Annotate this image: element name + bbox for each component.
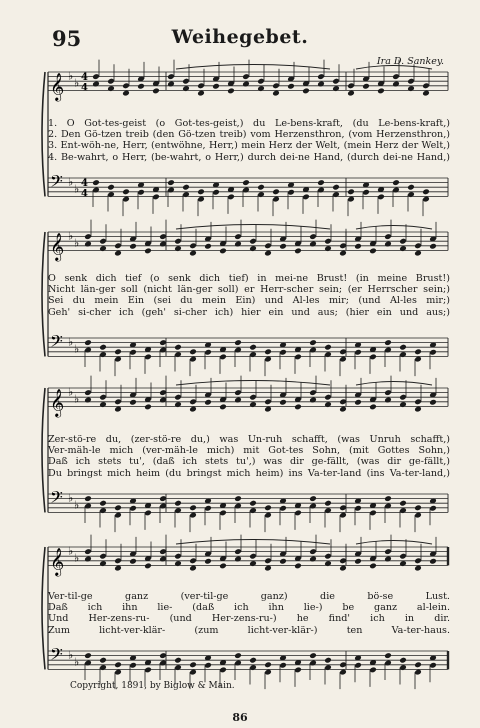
note-head xyxy=(414,565,422,572)
composer-credit: Ira D. Sankey. xyxy=(376,56,444,67)
note-head xyxy=(107,184,115,191)
flat-icon: ♭ xyxy=(68,335,74,349)
note-head xyxy=(212,83,220,90)
note-head xyxy=(399,344,407,351)
note-head xyxy=(317,179,325,186)
lyric-line: Zer-stö-re du, (zer-stö-re du,) was Un-ruh schafft, (was Unruh schafft,) xyxy=(48,434,450,445)
note-head xyxy=(332,85,340,92)
lyric-line: 4. Be-wahrt, o Herr, (be-wahrt, o Herr,) durch dei-ne Hand, (durch dei-ne Hand,) xyxy=(48,151,450,163)
flat-icon: ♭ xyxy=(68,385,74,399)
note-head xyxy=(339,250,347,257)
note-head xyxy=(84,397,92,404)
note-head xyxy=(294,248,302,255)
note-head xyxy=(249,657,257,664)
page-number: 86 xyxy=(232,711,248,724)
slur xyxy=(356,382,432,386)
slur xyxy=(356,66,432,70)
note-head xyxy=(234,556,242,563)
note-head xyxy=(429,399,437,406)
note-head xyxy=(264,348,272,355)
note-head xyxy=(227,88,235,95)
note-head xyxy=(99,500,107,507)
note-head xyxy=(182,184,190,191)
note-head xyxy=(174,657,182,664)
note-head xyxy=(144,404,152,411)
note-head xyxy=(264,661,272,668)
note-head xyxy=(114,250,122,257)
system-brace xyxy=(42,72,45,196)
note-head xyxy=(204,399,212,406)
note-head xyxy=(279,399,287,406)
note-head xyxy=(429,243,437,250)
treble-clef-icon: 𝄞 xyxy=(50,547,65,576)
lyrics-block-1 xyxy=(48,118,450,163)
treble-clef-icon: 𝄞 xyxy=(50,388,65,417)
note-head xyxy=(279,558,287,565)
copyright-notice: Copyright, 1891, by Biglow & Main. xyxy=(70,681,235,691)
note-head xyxy=(384,556,392,563)
note-head xyxy=(309,556,317,563)
note-head xyxy=(204,243,212,250)
note-head xyxy=(347,90,355,97)
note-head xyxy=(339,406,347,413)
note-head xyxy=(309,495,317,502)
note-head xyxy=(309,652,317,659)
note-head xyxy=(197,90,205,97)
note-head xyxy=(152,88,160,95)
note-head xyxy=(414,250,422,257)
note-head xyxy=(174,245,182,252)
note-head xyxy=(399,500,407,507)
flat-icon: ♭ xyxy=(74,551,80,565)
note-head xyxy=(174,560,182,567)
note-head xyxy=(369,248,377,255)
note-head xyxy=(174,500,182,507)
note-head xyxy=(324,560,332,567)
flat-icon: ♭ xyxy=(74,498,80,512)
slur xyxy=(356,541,432,545)
note-head xyxy=(354,399,362,406)
note-head xyxy=(257,184,265,191)
note-head xyxy=(189,406,197,413)
note-head xyxy=(354,243,362,250)
flat-icon: ♭ xyxy=(74,392,80,406)
note-head xyxy=(129,243,137,250)
note-head xyxy=(249,344,257,351)
note-head xyxy=(309,339,317,346)
note-head xyxy=(407,85,415,92)
note-head xyxy=(414,406,422,413)
note-head xyxy=(189,504,197,511)
note-head xyxy=(174,344,182,351)
bass-clef-icon: 𝄢 xyxy=(50,487,63,512)
flat-icon: ♭ xyxy=(74,655,80,669)
slur xyxy=(356,226,432,230)
note-head xyxy=(129,399,137,406)
lyric-line: O senk dich tief (o senk dich tief) in mei-ne Brust! (in meine Brust!) xyxy=(48,273,450,284)
note-head xyxy=(122,90,130,97)
flat-icon: ♭ xyxy=(68,69,74,83)
note-head xyxy=(249,560,257,567)
lyric-line: Ver-til-ge ganz (ver-til-ge ganz) die bö-se Lust. xyxy=(48,591,450,602)
note-head xyxy=(369,563,377,570)
bass-clef-icon: 𝄢 xyxy=(50,644,63,669)
note-head xyxy=(99,560,107,567)
hymn-title: Weihegebet. xyxy=(171,26,309,48)
note-head xyxy=(189,661,197,668)
note-head xyxy=(99,657,107,664)
lyric-line: Daß ich ihn lie- (daß ich ihn lie-) be ganz al-lein. xyxy=(48,602,450,614)
note-head xyxy=(399,245,407,252)
note-head xyxy=(137,83,145,90)
note-head xyxy=(422,90,430,97)
lyric-line: Daß ich stets tu', (daß ich stets tu',) was dir ge-fällt, (was dir ge-fällt,) xyxy=(48,456,450,468)
flat-icon: ♭ xyxy=(68,175,74,189)
note-head xyxy=(407,184,415,191)
flat-icon: ♭ xyxy=(74,76,80,90)
note-head xyxy=(279,243,287,250)
note-head xyxy=(249,401,257,408)
lyrics-block-3 xyxy=(48,434,450,479)
note-head xyxy=(242,179,250,186)
note-head xyxy=(384,652,392,659)
note-head xyxy=(242,81,250,88)
flat-icon: ♭ xyxy=(68,229,74,243)
note-head xyxy=(234,495,242,502)
note-head xyxy=(399,401,407,408)
note-head xyxy=(347,188,355,195)
note-head xyxy=(114,406,122,413)
note-head xyxy=(92,179,100,186)
note-head xyxy=(114,504,122,511)
note-head xyxy=(422,188,430,195)
note-head xyxy=(182,85,190,92)
system-brace xyxy=(42,547,45,669)
bass-clef-icon: 𝄢 xyxy=(50,171,63,196)
note-head xyxy=(384,241,392,248)
note-head xyxy=(414,504,422,511)
lyric-line: Geh' si-cher ich (geh' si-cher ich) hier ein und aus; (hier ein und aus;) xyxy=(48,306,450,318)
note-head xyxy=(144,248,152,255)
time-signature-bottom: 4 xyxy=(81,188,88,200)
note-head xyxy=(122,188,130,195)
note-head xyxy=(99,245,107,252)
note-head xyxy=(84,556,92,563)
note-head xyxy=(324,401,332,408)
slur xyxy=(176,65,330,70)
lyrics-block-2 xyxy=(48,273,450,318)
note-head xyxy=(369,404,377,411)
note-head xyxy=(84,339,92,346)
note-head xyxy=(107,85,115,92)
flat-icon: ♭ xyxy=(68,491,74,505)
note-head xyxy=(197,188,205,195)
note-head xyxy=(272,90,280,97)
time-signature-bottom: 4 xyxy=(81,82,88,94)
note-head xyxy=(219,248,227,255)
lyric-line: 3. Ent-wöh-ne, Herr, (entwöhne, Herr,) mein Herz der Welt, (mein Herz der Welt,) xyxy=(48,140,450,152)
note-head xyxy=(174,401,182,408)
lyric-line: Ver-mäh-le mich (ver-mäh-le mich) mit Got-tes Sohn, (mit Gottes Sohn,) xyxy=(48,445,450,457)
note-head xyxy=(392,179,400,186)
lyric-line: Sei du mein Ein (sei du mein Ein) und Al-les mir; (und Al-les mir;) xyxy=(48,295,450,307)
note-head xyxy=(84,495,92,502)
hymn-number: 95 xyxy=(52,26,82,51)
note-head xyxy=(167,81,175,88)
note-head xyxy=(249,500,257,507)
treble-clef-icon: 𝄞 xyxy=(50,232,65,261)
note-head xyxy=(234,397,242,404)
note-head xyxy=(309,397,317,404)
note-head xyxy=(302,88,310,95)
note-head xyxy=(114,565,122,572)
note-head xyxy=(204,558,212,565)
note-head xyxy=(414,661,422,668)
lyric-line: Zum licht-ver-klär- (zum licht-ver-klär-) ten Va-ter-haus. xyxy=(48,624,450,636)
slur xyxy=(176,540,330,545)
note-head xyxy=(257,85,265,92)
lyrics-block-4 xyxy=(48,591,450,636)
note-head xyxy=(167,179,175,186)
note-head xyxy=(392,81,400,88)
note-head xyxy=(384,397,392,404)
note-head xyxy=(264,250,272,257)
time-signature-top: 4 xyxy=(81,178,88,190)
note-head xyxy=(249,245,257,252)
note-head xyxy=(399,657,407,664)
note-head xyxy=(377,88,385,95)
flat-icon: ♭ xyxy=(68,648,74,662)
note-head xyxy=(294,563,302,570)
note-head xyxy=(219,563,227,570)
note-head xyxy=(332,184,340,191)
lyric-line: 2. Den Gö-tzen treib (den Gö-tzen treib) vom Herzensthron, (vom Herzensthron,) xyxy=(48,129,450,141)
note-head xyxy=(384,339,392,346)
slur xyxy=(176,225,330,230)
note-head xyxy=(324,344,332,351)
note-head xyxy=(429,558,437,565)
time-signature-top: 4 xyxy=(81,72,88,84)
note-head xyxy=(339,565,347,572)
lyric-line: 1. O Got-tes-geist (o Got-tes-geist,) du Le-bens-kraft, (du Le-bens-kraft,) xyxy=(48,118,450,129)
treble-clef-icon: 𝄞 xyxy=(50,72,65,101)
note-head xyxy=(294,404,302,411)
note-head xyxy=(317,81,325,88)
note-head xyxy=(272,188,280,195)
flat-icon: ♭ xyxy=(74,236,80,250)
lyric-line: Du bringst mich heim (du bringst mich heim) ins Va-ter-land (ins Va-ter-land,) xyxy=(48,467,450,479)
note-head xyxy=(84,652,92,659)
note-head xyxy=(264,406,272,413)
note-head xyxy=(234,652,242,659)
note-head xyxy=(92,81,100,88)
note-head xyxy=(324,657,332,664)
note-head xyxy=(324,245,332,252)
system-brace xyxy=(42,388,45,512)
note-head xyxy=(189,348,197,355)
flat-icon: ♭ xyxy=(68,544,74,558)
note-head xyxy=(144,563,152,570)
note-head xyxy=(354,558,362,565)
slur xyxy=(176,381,330,386)
system-brace xyxy=(42,232,45,356)
note-head xyxy=(414,348,422,355)
lyric-line: Nicht län-ger soll (nicht län-ger soll) er Herr-scher sein; (er Herrscher sein;) xyxy=(48,284,450,296)
note-head xyxy=(99,344,107,351)
flat-icon: ♭ xyxy=(74,342,80,356)
note-head xyxy=(114,348,122,355)
note-head xyxy=(324,500,332,507)
note-head xyxy=(384,495,392,502)
note-head xyxy=(219,404,227,411)
note-head xyxy=(309,241,317,248)
note-head xyxy=(189,565,197,572)
note-head xyxy=(234,241,242,248)
note-head xyxy=(264,565,272,572)
note-head xyxy=(362,83,370,90)
note-head xyxy=(129,558,137,565)
lyric-line: Und Her-zens-ru- (und Her-zens-ru-) he find' ich in dir. xyxy=(48,613,450,625)
note-head xyxy=(99,401,107,408)
note-head xyxy=(287,83,295,90)
note-head xyxy=(189,250,197,257)
note-head xyxy=(114,661,122,668)
note-head xyxy=(234,339,242,346)
note-head xyxy=(264,504,272,511)
note-head xyxy=(84,241,92,248)
note-head xyxy=(399,560,407,567)
bass-clef-icon: 𝄢 xyxy=(50,331,63,356)
flat-icon: ♭ xyxy=(74,182,80,196)
